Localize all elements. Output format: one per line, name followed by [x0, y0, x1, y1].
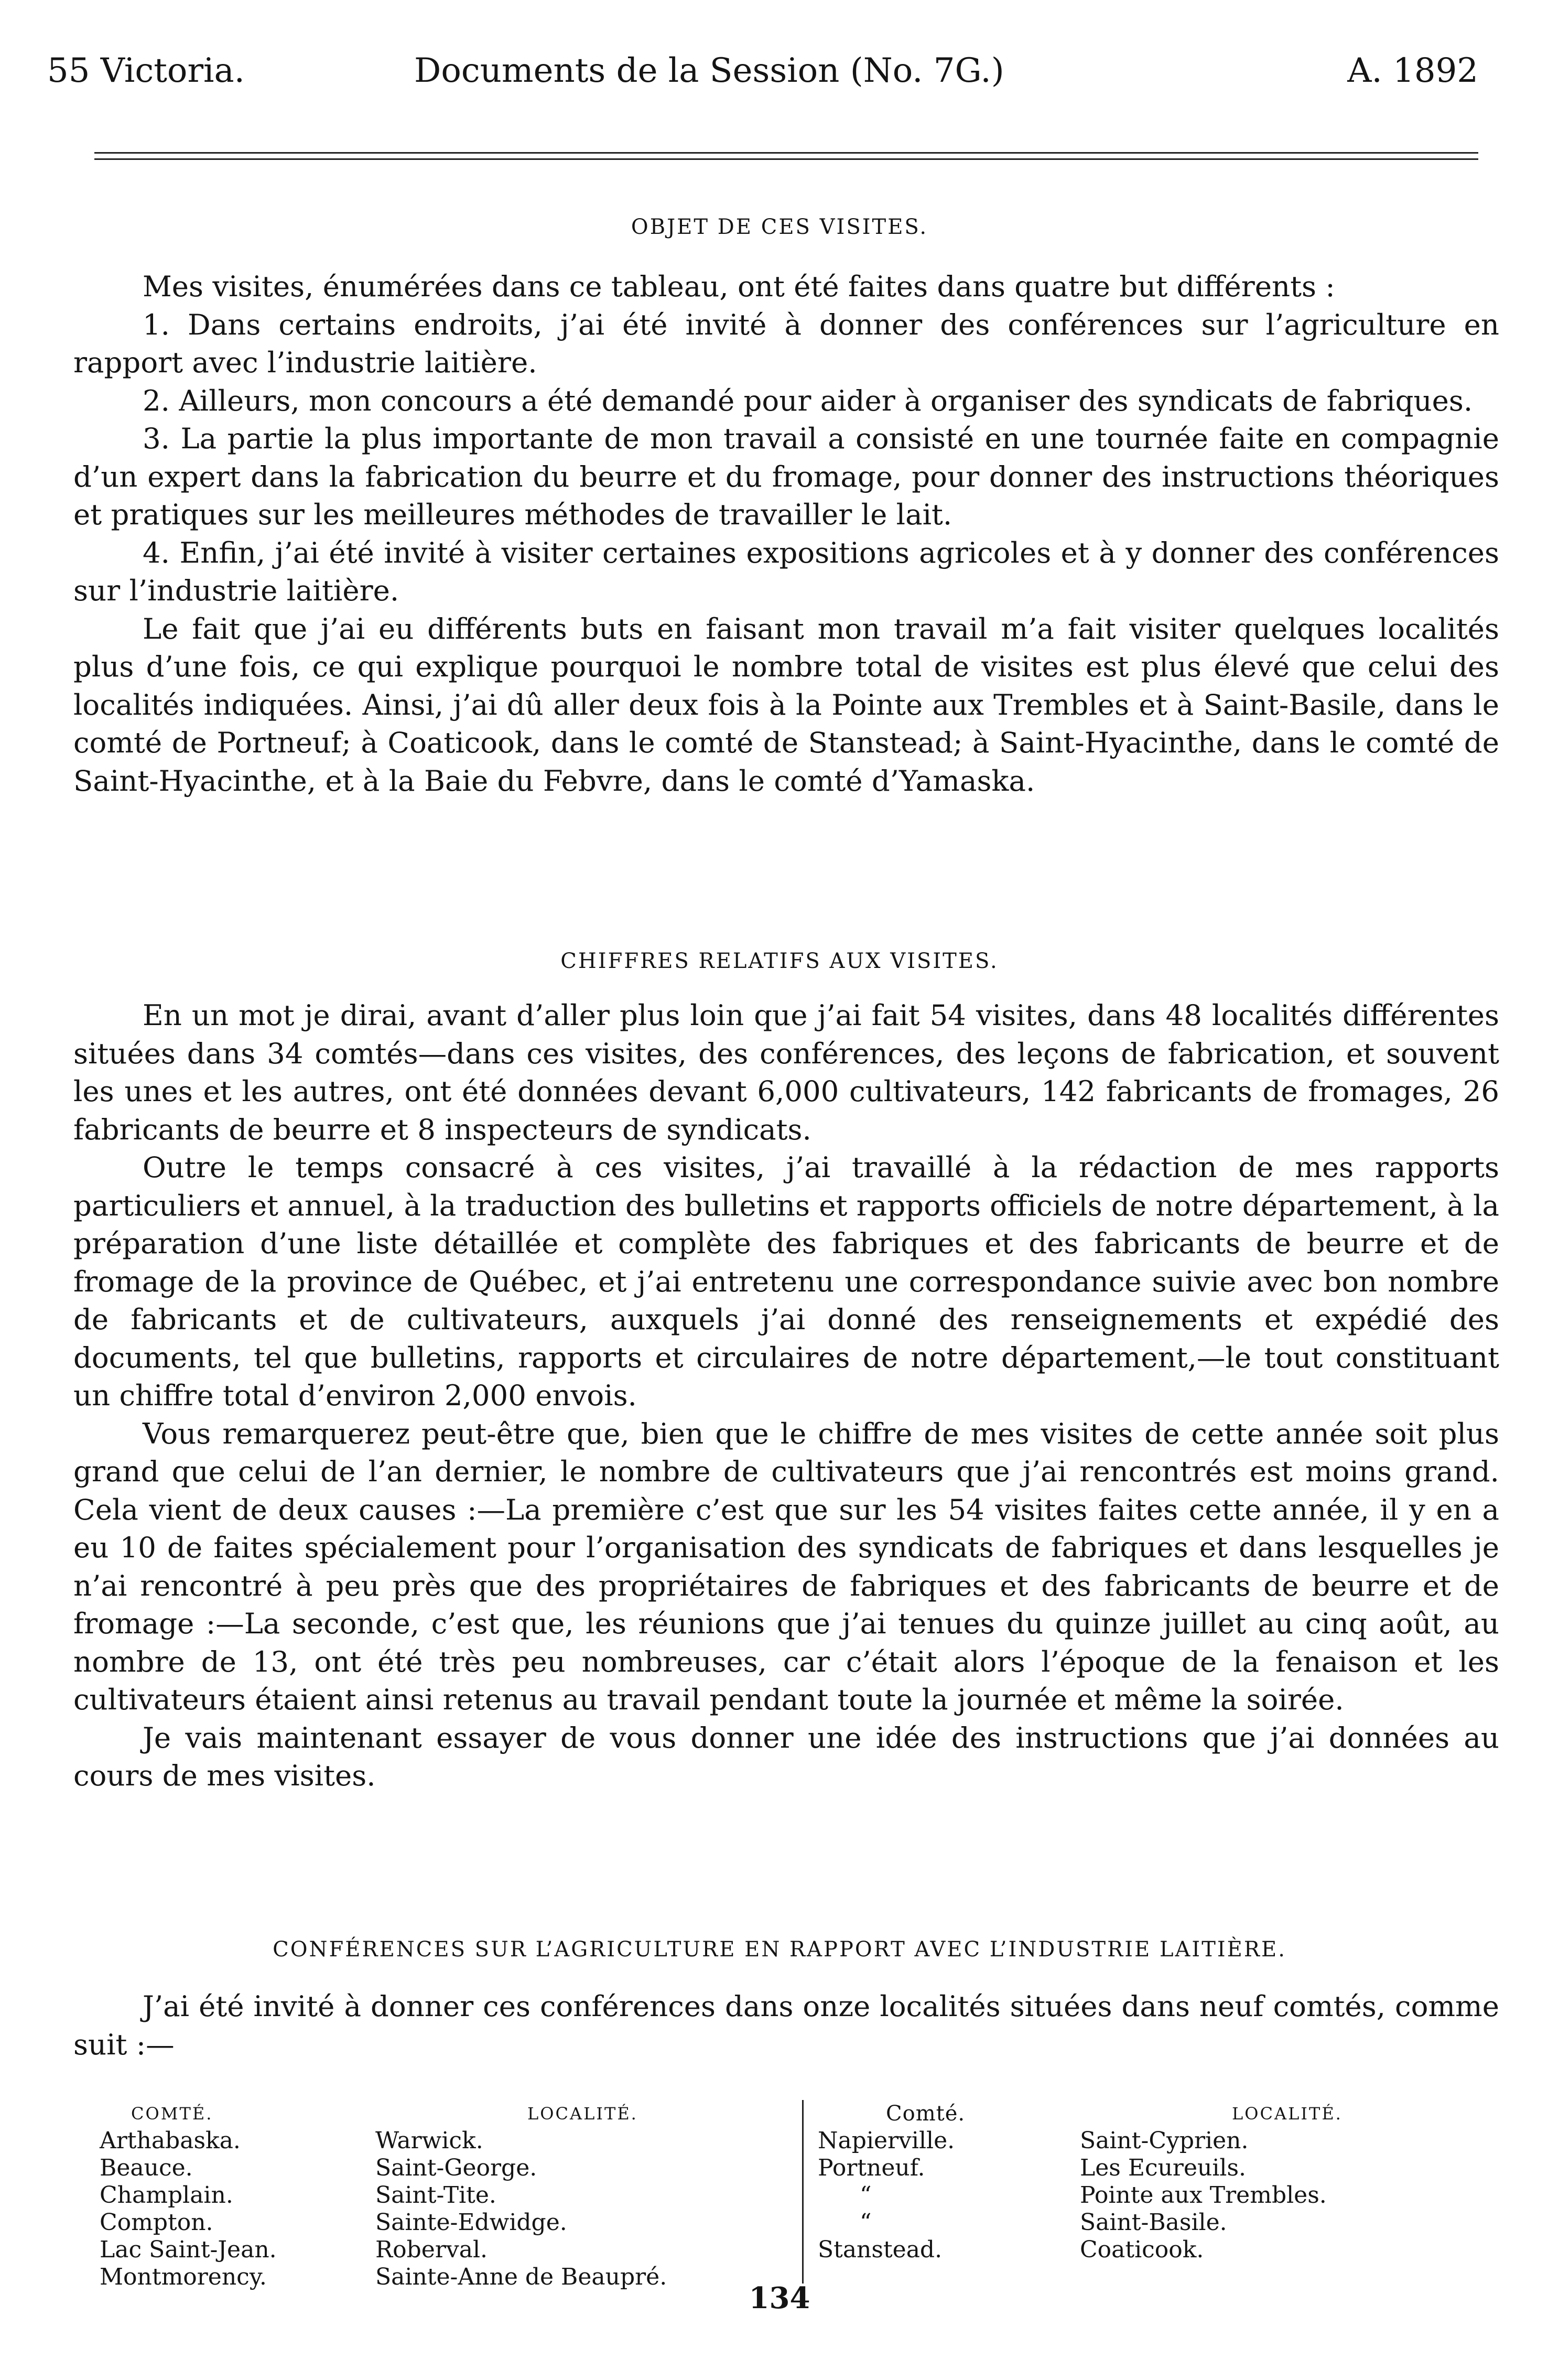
- table-cell: Arthabaska.: [100, 2127, 241, 2154]
- paragraph: Vous remarquerez peut-être que, bien que le chiffre de mes visites de cette année soit plus grand que celui de l’an dernier, le nombre de cultivateurs que j’ai rencontrés est moins grand. Cela vient de deux causes :—La première c’est que sur les 54 visites faites cette année, il y en a eu 10 de faites spécialement pour l’organisation des syndicats de fabriques et dans lesquelles je n’ai rencontré à peu près que des propriétaires de fabriques et des fabricants de beurre et de fromage :—La seconde, c’est que, les réunions que j’ai tenues du quinze juillet au cinq août, au nombre de 13, ont été très peu nombreuses, car c’était alors l’époque de la fenaison et les cultivateurs étaient ainsi retenus au travail pendant toute la journée et même la soirée.: [73, 1416, 1499, 1716]
- column-localite-right: [1080, 2100, 1343, 2264]
- section-heading-conferences: CONFÉRENCES SUR L’AGRICULTURE EN RAPPORT AVEC L’INDUSTRIE LAITIÈRE.: [273, 1937, 1286, 1962]
- table-cell: Warwick.: [375, 2127, 483, 2154]
- column-header: LOCALITÉ.: [527, 2104, 638, 2124]
- column-localite-left: [375, 2100, 667, 2291]
- column-header: COMTÉ.: [131, 2104, 213, 2124]
- table-cell: Saint-Cyprien.: [1080, 2127, 1249, 2154]
- section-heading-objet: OBJET DE CES VISITES.: [631, 215, 928, 239]
- paragraph: Je vais maintenant essayer de vous donner une idée des instructions que j’ai données au cours de mes visites.: [73, 1720, 1499, 1792]
- table-cell: Portneuf.: [818, 2155, 925, 2181]
- header-rule-top: [94, 152, 1478, 154]
- header-year: A. 1892: [1347, 51, 1478, 90]
- paragraph: Le fait que j’ai eu différents buts en faisant mon travail m’a fait visiter quelques localités plus d’une fois, ce qui explique pourquoi le nombre total de visites est plus élevé que celui des localités indiquées. Ainsi, j’ai dû aller deux fois à la Pointe aux Trembles et à Saint-Basile, dans le comté de Portneuf; à Coaticook, dans le comté de Stanstead; à Saint-Hyacinthe, dans le comté de Saint-Hyacinthe, et à la Baie du Febvre, dans le comté d’Yamaska.: [73, 611, 1499, 798]
- table-cell: Champlain.: [100, 2182, 233, 2209]
- paragraph: Outre le temps consacré à ces visites, j’ai travaillé à la rédaction de mes rapports particuliers et annuel, à la traduction des bulletins et rapports officiels de notre département, à la préparation d’une liste détaillée et complète des fabriques et des fabricants de beurre et de fromage de la province de Québec, et j’ai entretenu une correspondance suivie avec bon nombre de fabricants et de cultivateurs, auxquels j’ai donné des renseignements et expédié des documents, tel que bulletins, rapports et circulaires de notre département,—le tout constituant un chiffre total d’environ 2,000 envois.: [73, 1150, 1499, 1412]
- table-cell: Pointe aux Trembles.: [1080, 2182, 1327, 2209]
- section-heading-chiffres: CHIFFRES RELATIFS AUX VISITES.: [560, 949, 999, 973]
- paragraph: J’ai été invité à donner ces conférences dans onze localités situées dans neuf comtés, comme suit :—: [73, 1989, 1499, 2061]
- section-body-chiffres: [73, 996, 1499, 1795]
- table-cell: Roberval.: [375, 2236, 488, 2263]
- column-comte-left: [100, 2100, 277, 2291]
- table-cell-ditto: “: [860, 2182, 872, 2209]
- header-rule-bottom: [94, 158, 1478, 160]
- page-number: 134: [749, 2281, 810, 2316]
- paragraph: 3. La partie la plus importante de mon travail a consisté en une tournée faite en compagnie d’un expert dans la fabrication du beurre et du fromage, pour donner des instructions théoriques et pratiques sur les meilleures méthodes de travailler le lait.: [73, 422, 1499, 531]
- column-comte-right: [818, 2100, 965, 2264]
- table-cell: Les Ecureuils.: [1080, 2155, 1247, 2181]
- table-cell: Sainte-Edwidge.: [375, 2209, 567, 2236]
- table-cell: Napierville.: [818, 2127, 955, 2154]
- paragraph: En un mot je dirai, avant d’aller plus loin que j’ai fait 54 visites, dans 48 localités différentes situées dans 34 comtés—dans ces visites, des conférences, des leçons de fabrication, et souvent les unes et les autres, ont été données devant 6,000 cultivateurs, 142 fabricants de fromages, 26 fabricants de beurre et 8 inspecteurs de syndicats.: [73, 998, 1499, 1146]
- table-cell: Saint-George.: [375, 2155, 537, 2181]
- section-body-objet: [73, 267, 1499, 800]
- column-divider: [802, 2100, 804, 2284]
- column-header: LOCALITÉ.: [1232, 2104, 1343, 2124]
- table-cell: Montmorency.: [100, 2264, 267, 2290]
- table-cell: Beauce.: [100, 2155, 193, 2181]
- section-body-conferences: [73, 1987, 1499, 2063]
- table-cell: Lac Saint-Jean.: [100, 2236, 277, 2263]
- table-cell: Saint-Tite.: [375, 2182, 496, 2209]
- table-cell: Compton.: [100, 2209, 213, 2236]
- table-cell: Coaticook.: [1080, 2236, 1204, 2263]
- table-cell: Stanstead.: [818, 2236, 943, 2263]
- paragraph: 2. Ailleurs, mon concours a été demandé pour aider à organiser des syndicats de fabriques.: [143, 383, 1473, 417]
- paragraph: 1. Dans certains endroits, j’ai été invité à donner des conférences sur l’agriculture en rapport avec l’industrie laitière.: [73, 307, 1499, 379]
- header-title: Documents de la Session (No. 7G.): [414, 51, 1004, 90]
- paragraph: 4. Enfin, j’ai été invité à visiter certaines expositions agricoles et à y donner des conférences sur l’industrie laitière.: [73, 535, 1499, 607]
- running-header: [47, 51, 1478, 109]
- table-cell: Sainte-Anne de Beaupré.: [375, 2264, 667, 2290]
- header-volume: 55 Victoria.: [47, 51, 245, 90]
- table-cell-ditto: “: [860, 2209, 872, 2236]
- column-header: Comté.: [886, 2102, 966, 2126]
- table-cell: Saint-Basile.: [1080, 2209, 1227, 2236]
- paragraph: Mes visites, énumérées dans ce tableau, ont été faites dans quatre but différents :: [143, 270, 1335, 303]
